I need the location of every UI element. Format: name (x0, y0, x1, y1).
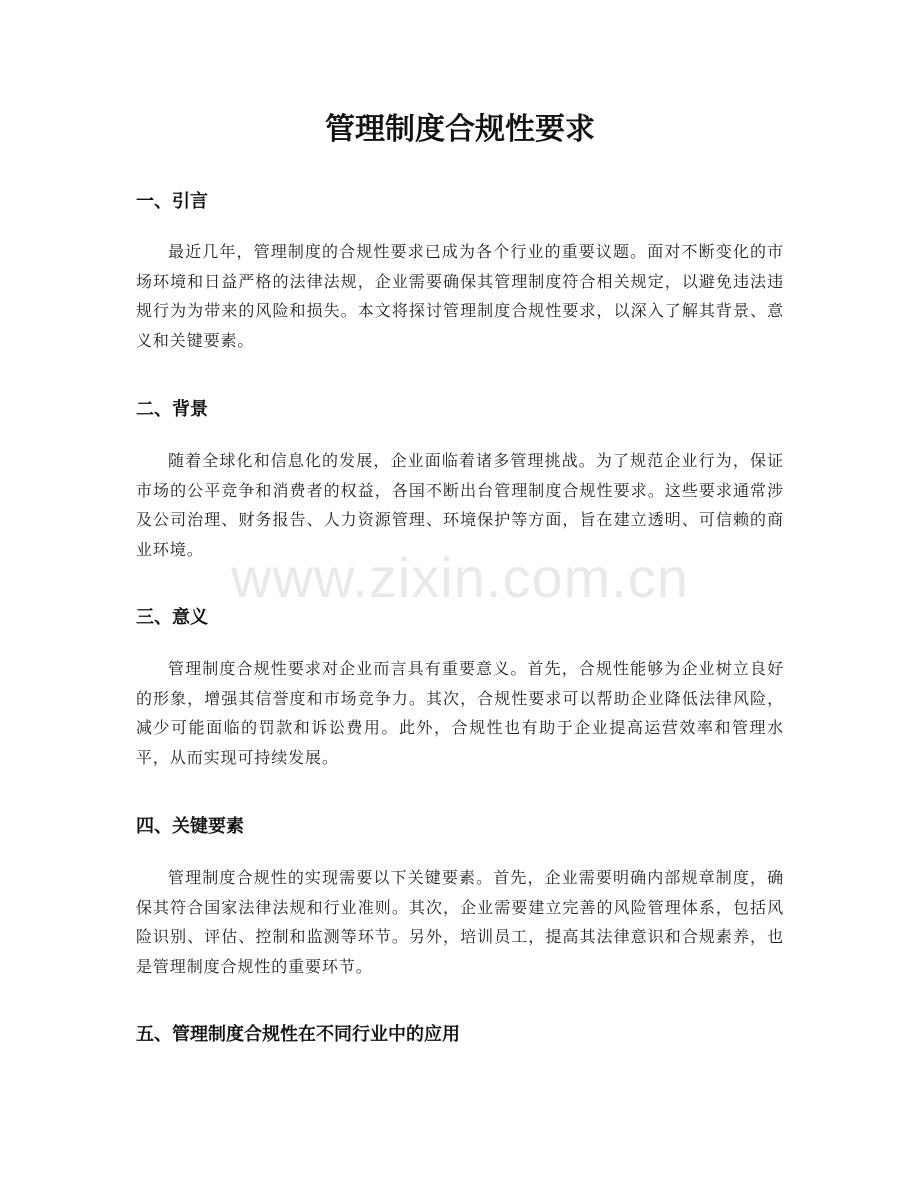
section-heading-intro: 一、引言 (136, 191, 208, 212)
section-paragraph-key-elements: 管理制度合规性的实现需要以下关键要素。首先，企业需要明确内部规章制度，确保其符合国家法律法规和行业准则。其次，企业需要建立完善的风险管理体系，包括风险识别、评估、控制和监测等环节。另外，培训员工，提高其法律意识和合规素养，也是管理制度合规性的重要环节。 (136, 868, 784, 976)
section-heading-industry-application: 五、管理制度合规性在不同行业中的应用 (136, 1024, 460, 1045)
watermark: www.zixin.com.cn (231, 546, 689, 609)
section-heading-significance: 三、意义 (136, 607, 208, 628)
section-paragraph-background: 随着全球化和信息化的发展，企业面临着诸多管理挑战。为了规范企业行为，保证市场的公平竞争和消费者的权益，各国不断出台管理制度合规性要求。这些要求通常涉及公司治理、财务报告、人力资源管理、环境保护等方面，旨在建立透明、可信赖的商业环境。 (136, 451, 784, 559)
section-heading-background: 二、背景 (136, 399, 208, 420)
section-heading-key-elements: 四、关键要素 (136, 816, 244, 837)
document-title: 管理制度合规性要求 (325, 112, 595, 147)
section-paragraph-significance: 管理制度合规性要求对企业而言具有重要意义。首先，合规性能够为企业树立良好的形象，增强其信誉度和市场竞争力。其次，合规性要求可以帮助企业降低法律风险，减少可能面临的罚款和诉讼费用。此外，合规性也有助于企业提高运营效率和管理水平，从而实现可持续发展。 (136, 659, 784, 767)
section-paragraph-intro: 最近几年，管理制度的合规性要求已成为各个行业的重要议题。面对不断变化的市场环境和日益严格的法律法规，企业需要确保其管理制度符合相关规定，以避免违法违规行为为带来的风险和损失。本文将探讨管理制度合规性要求，以深入了解其背景、意义和关键要素。 (136, 242, 784, 350)
